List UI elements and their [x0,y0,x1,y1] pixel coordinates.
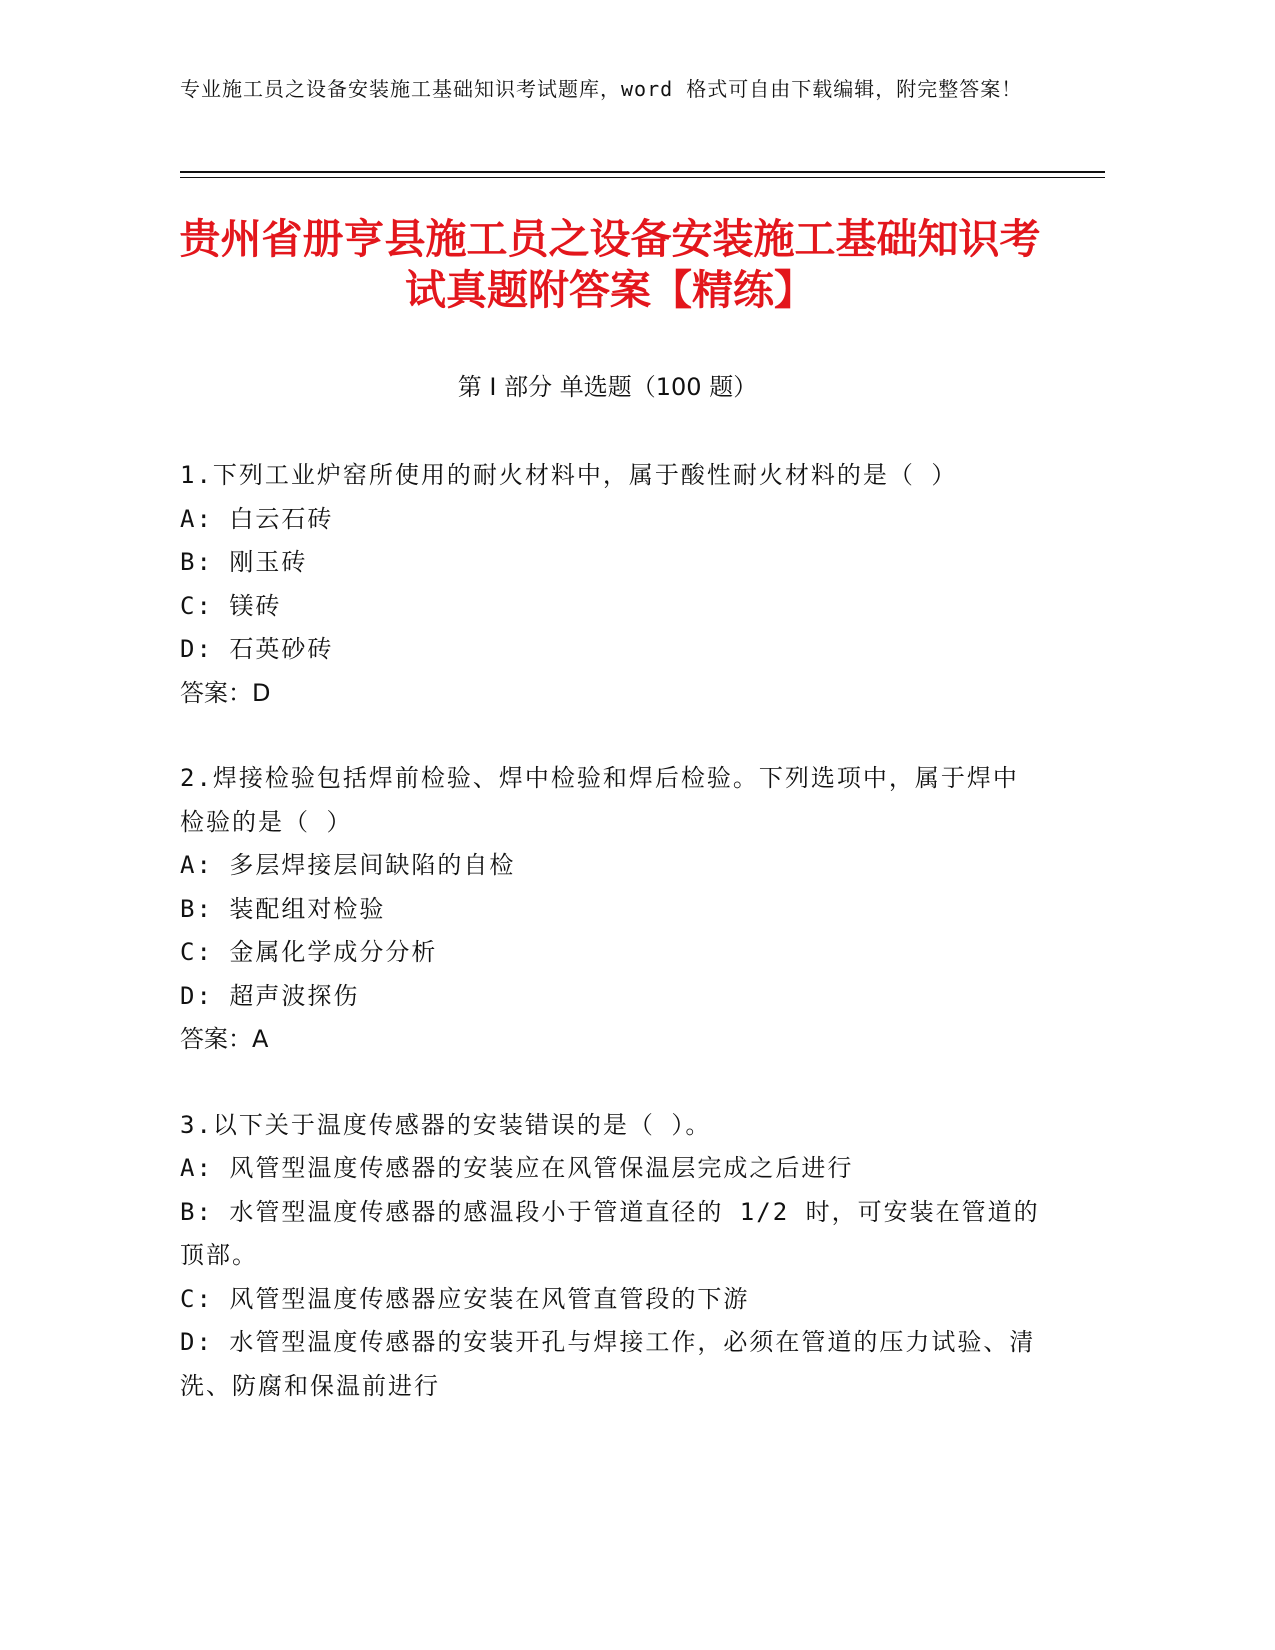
document-title: 贵州省册亨县施工员之设备安装施工基础知识考试真题附答案【精练】 [179,215,1041,314]
answer-line: 答案：D [180,678,271,707]
question-stem: 1.下列工业炉窑所使用的耐火材料中，属于酸性耐火材料的是（ ） [180,461,958,489]
option-d: D: 水管型温度传感器的安装开孔与焊接工作，必须在管道的压力试验、清洗、防腐和保温前进行 [180,1328,1036,1400]
question-2 [180,757,1040,1062]
option-d: D: 石英砂砖 [180,635,334,663]
header-note: 专业施工员之设备安装施工基础知识考试题库，word 格式可自由下载编辑，附完整答案！ [180,77,1023,101]
option-a: A: 白云石砖 [180,504,334,533]
option-a: A: 多层焊接层间缺陷的自检 [180,851,516,879]
question-list [180,454,1040,1450]
option-b: B: 装配组对检验 [180,894,386,923]
option-b: B: 水管型温度传感器的感温段小于管道直径的 1/2 时，可安装在管道的顶部。 [180,1197,1040,1269]
option-d: D: 超声波探伤 [180,981,360,1010]
question-1 [180,454,1040,715]
header-rule-thin [180,177,1105,178]
option-c: C: 镁砖 [180,591,282,620]
answer-line: 答案：A [180,1025,269,1053]
option-a: A: 风管型温度传感器的安装应在风管保温层完成之后进行 [180,1154,854,1182]
question-stem: 2.焊接检验包括焊前检验、焊中检验和焊后检验。下列选项中，属于焊中检验的是（ ） [180,764,1019,836]
question-stem: 3.以下关于温度传感器的安装错误的是（ ）。 [180,1110,712,1139]
question-3 [180,1104,1040,1409]
option-c: C: 金属化学成分分析 [180,938,438,966]
option-c: C: 风管型温度传感器应安装在风管直管段的下游 [180,1284,750,1313]
section-heading: 第 I 部分 单选题（100 题） [457,373,758,401]
header-rule-thick [180,171,1105,173]
option-b: B: 刚玉砖 [180,548,308,576]
